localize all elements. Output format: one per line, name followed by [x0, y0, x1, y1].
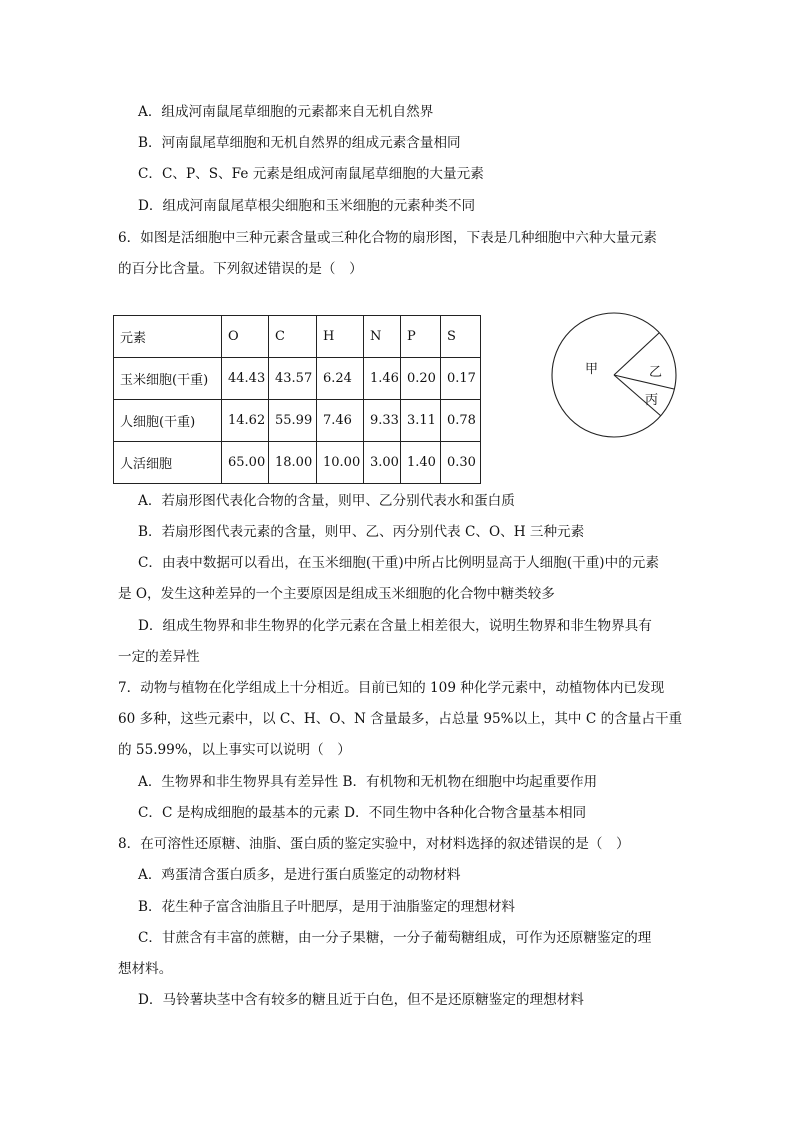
table-row	[114, 358, 481, 400]
table-cell: 43.57	[269, 358, 317, 400]
q8-option-c: C．甘蔗含有丰富的蔗糖，由一分子果糖，一分子葡萄糖组成，可作为还原糖鉴定的理	[138, 930, 652, 946]
pie-label-yi: 乙	[649, 365, 663, 380]
q6-option-b: B．若扇形图代表元素的含量，则甲、乙、丙分别代表 C、O、H 三种元素	[138, 524, 585, 540]
q7-options-ab: A．生物界和非生物界具有差异性 B．有机物和无机物在细胞中均起重要作用	[138, 774, 598, 790]
table-header-cell: C	[269, 316, 317, 358]
q5-option-c: C．C、P、S、Fe 元素是组成河南鼠尾草细胞的大量元素	[138, 166, 484, 182]
q7-stem-line-1: 7．动物与植物在化学组成上十分相近。目前已知的 109 种化学元素中，动植物体内已发现	[118, 680, 665, 696]
q5-option-a: A．组成河南鼠尾草细胞的元素都来自无机自然界	[138, 104, 434, 120]
table-cell: 10.00	[317, 442, 364, 484]
table-cell: 9.33	[364, 400, 401, 442]
pie-label-bing: 丙	[645, 393, 659, 408]
table-cell: 14.62	[222, 400, 269, 442]
q8-option-b: B．花生种子富含油脂且子叶肥厚，是用于油脂鉴定的理想材料	[138, 899, 516, 915]
element-content-table	[113, 315, 481, 484]
table-cell: 1.46	[364, 358, 401, 400]
table-cell: 玉米细胞(干重)	[114, 358, 222, 400]
table-cell: 6.24	[317, 358, 364, 400]
table-header-cell: N	[364, 316, 401, 358]
table-cell: 7.46	[317, 400, 364, 442]
table-cell: 人活细胞	[114, 442, 222, 484]
q6-option-a: A．若扇形图代表化合物的含量，则甲、乙分别代表水和蛋白质	[138, 493, 515, 509]
table-cell: 人细胞(干重)	[114, 400, 222, 442]
table-cell: 0.78	[441, 400, 481, 442]
table-cell: 65.00	[222, 442, 269, 484]
table-cell: 0.20	[401, 358, 441, 400]
table-header-cell: S	[441, 316, 481, 358]
table-cell: 18.00	[269, 442, 317, 484]
q6-option-d-cont: 一定的差异性	[118, 649, 200, 665]
q5-option-d: D．组成河南鼠尾草根尖细胞和玉米细胞的元素种类不同	[138, 198, 476, 214]
q8-stem: 8．在可溶性还原糖、油脂、蛋白质的鉴定实验中，对材料选择的叙述错误的是（ ）	[118, 836, 630, 852]
table-cell: 3.00	[364, 442, 401, 484]
q6-option-c-cont: 是 O，发生这种差异的一个主要原因是组成玉米细胞的化合物中糖类较多	[118, 586, 555, 602]
q6-stem-line-2: 的百分比含量。下列叙述错误的是（ ）	[118, 261, 363, 277]
pie-chart-diagram	[549, 310, 679, 440]
q6-stem-line-1: 6．如图是活细胞中三种元素含量或三种化合物的扇形图，下表是几种细胞中六种大量元素	[118, 230, 657, 246]
q7-options-cd: C．C 是构成细胞的最基本的元素 D．不同生物中各种化合物含量基本相同	[138, 805, 587, 821]
pie-label-jia: 甲	[585, 362, 599, 377]
table-header-cell: 元素	[114, 316, 222, 358]
q6-option-d: D．组成生物界和非生物界的化学元素在含量上相差很大，说明生物界和非生物界具有	[138, 618, 652, 634]
pie-divider	[614, 375, 674, 389]
table-cell: 3.11	[401, 400, 441, 442]
table-header-cell: O	[222, 316, 269, 358]
table-row	[114, 400, 481, 442]
table-cell: 0.17	[441, 358, 481, 400]
table-header-cell: H	[317, 316, 364, 358]
q8-option-c-cont: 想材料。	[118, 961, 173, 977]
table-cell: 0.30	[441, 442, 481, 484]
q8-option-a: A．鸡蛋清含蛋白质多，是进行蛋白质鉴定的动物材料	[138, 867, 461, 883]
table-header-row	[114, 316, 481, 358]
table-header-cell: P	[401, 316, 441, 358]
table-cell: 1.40	[401, 442, 441, 484]
q7-stem-line-3: 的 55.99%，以上事实可以说明（ ）	[118, 742, 351, 758]
q7-stem-line-2: 60 多种，这些元素中，以 C、H、O、N 含量最多，占总量 95%以上，其中 C 的含量占干重	[118, 711, 683, 727]
q5-option-b: B．河南鼠尾草细胞和无机自然界的组成元素含量相同	[138, 135, 461, 151]
table-cell: 44.43	[222, 358, 269, 400]
q8-option-d: D．马铃薯块茎中含有较多的糖且近于白色，但不是还原糖鉴定的理想材料	[138, 992, 584, 1008]
table-row	[114, 442, 481, 484]
table-cell: 55.99	[269, 400, 317, 442]
q6-option-c: C．由表中数据可以看出，在玉米细胞(干重)中所占比例明显高于人细胞(干重)中的元素	[138, 555, 659, 571]
